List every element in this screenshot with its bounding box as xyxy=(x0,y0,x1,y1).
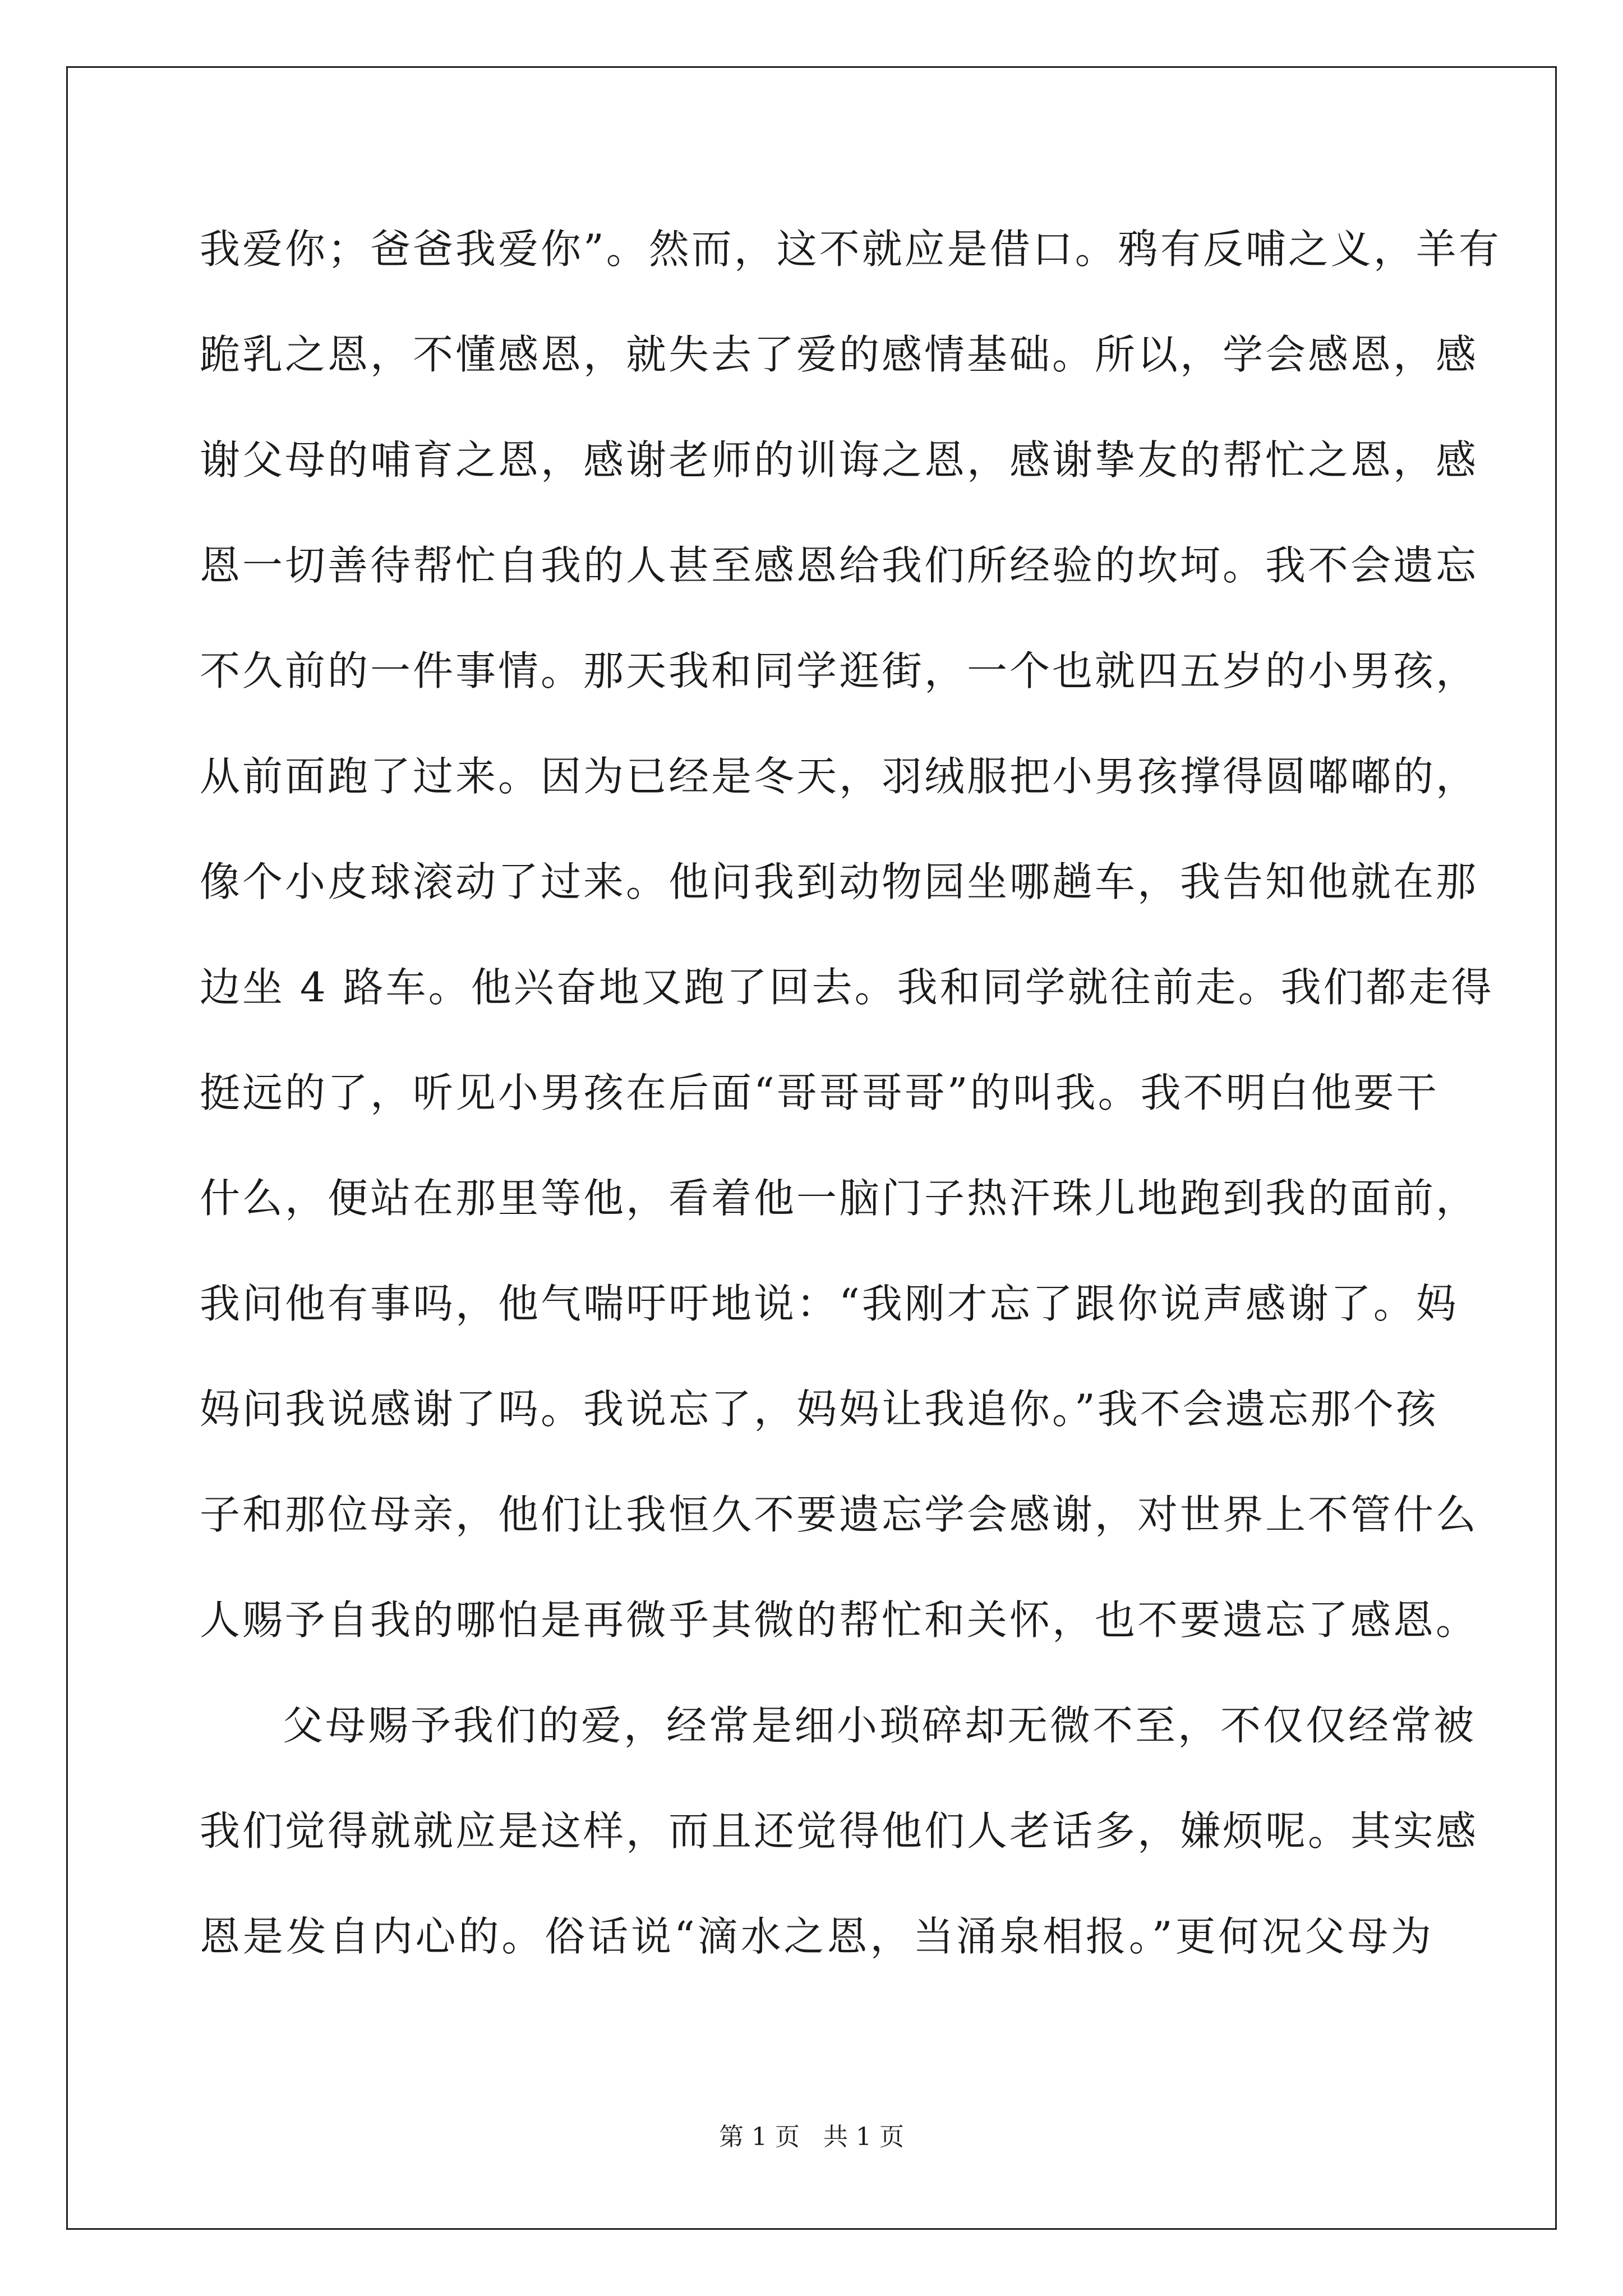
text-line: 跪乳之恩，不懂感恩，就失去了爱的感情基础。所以，学会感恩，感 xyxy=(200,331,1479,378)
text-line: 什么，便站在那里等他，看着他一脑门子热汗珠儿地跑到我的面前， xyxy=(200,1175,1479,1222)
text-line: 谢父母的哺育之恩，感谢老师的训诲之恩，感谢挚友的帮忙之恩，感 xyxy=(200,436,1479,484)
text-line: 父母赐予我们的爱，经常是细小琐碎却无微不至，不仅仅经常被 xyxy=(283,1702,1477,1749)
document-body xyxy=(200,216,1501,2009)
text-line: 恩是发自内心的。俗话说“滴水之恩，当涌泉相报。”更何况父母为 xyxy=(200,1913,1433,1960)
text-line: 恩一切善待帮忙自我的人甚至感恩给我们所经验的坎坷。我不会遗忘 xyxy=(200,542,1479,589)
text-line: 边坐 4 路车。他兴奋地又跑了回去。我和同学就往前走。我们都走得 xyxy=(200,964,1494,1011)
page-footer: 第 1 页 共 1 页 xyxy=(719,2123,904,2151)
text-line: 妈问我说感谢了吗。我说忘了，妈妈让我追你。”我不会遗忘那个孩 xyxy=(200,1386,1438,1433)
text-line: 不久前的一件事情。那天我和同学逛街，一个也就四五岁的小男孩， xyxy=(200,647,1479,694)
text-line: 像个小皮球滚动了过来。他问我到动物园坐哪趟车，我告知他就在那 xyxy=(200,858,1479,905)
text-line: 我问他有事吗，他气喘吁吁地说：“我刚才忘了跟你说声感谢了。妈 xyxy=(200,1280,1459,1327)
text-line: 从前面跑了过来。因为已经是冬天，羽绒服把小男孩撑得圆嘟嘟的， xyxy=(200,753,1479,800)
text-line: 子和那位母亲，他们让我恒久不要遗忘学会感谢，对世界上不管什么 xyxy=(200,1491,1479,1538)
text-line: 人赐予自我的哪怕是再微乎其微的帮忙和关怀，也不要遗忘了感恩。 xyxy=(200,1596,1479,1644)
text-line: 我们觉得就就应是这样，而且还觉得他们人老话多，嫌烦呢。其实感 xyxy=(200,1807,1479,1855)
text-line: 挺远的了，听见小男孩在后面“哥哥哥哥”的叫我。我不明白他要干 xyxy=(200,1069,1439,1116)
text-line: 我爱你；爸爸我爱你”。然而，这不就应是借口。鸦有反哺之义，羊有 xyxy=(200,226,1501,273)
